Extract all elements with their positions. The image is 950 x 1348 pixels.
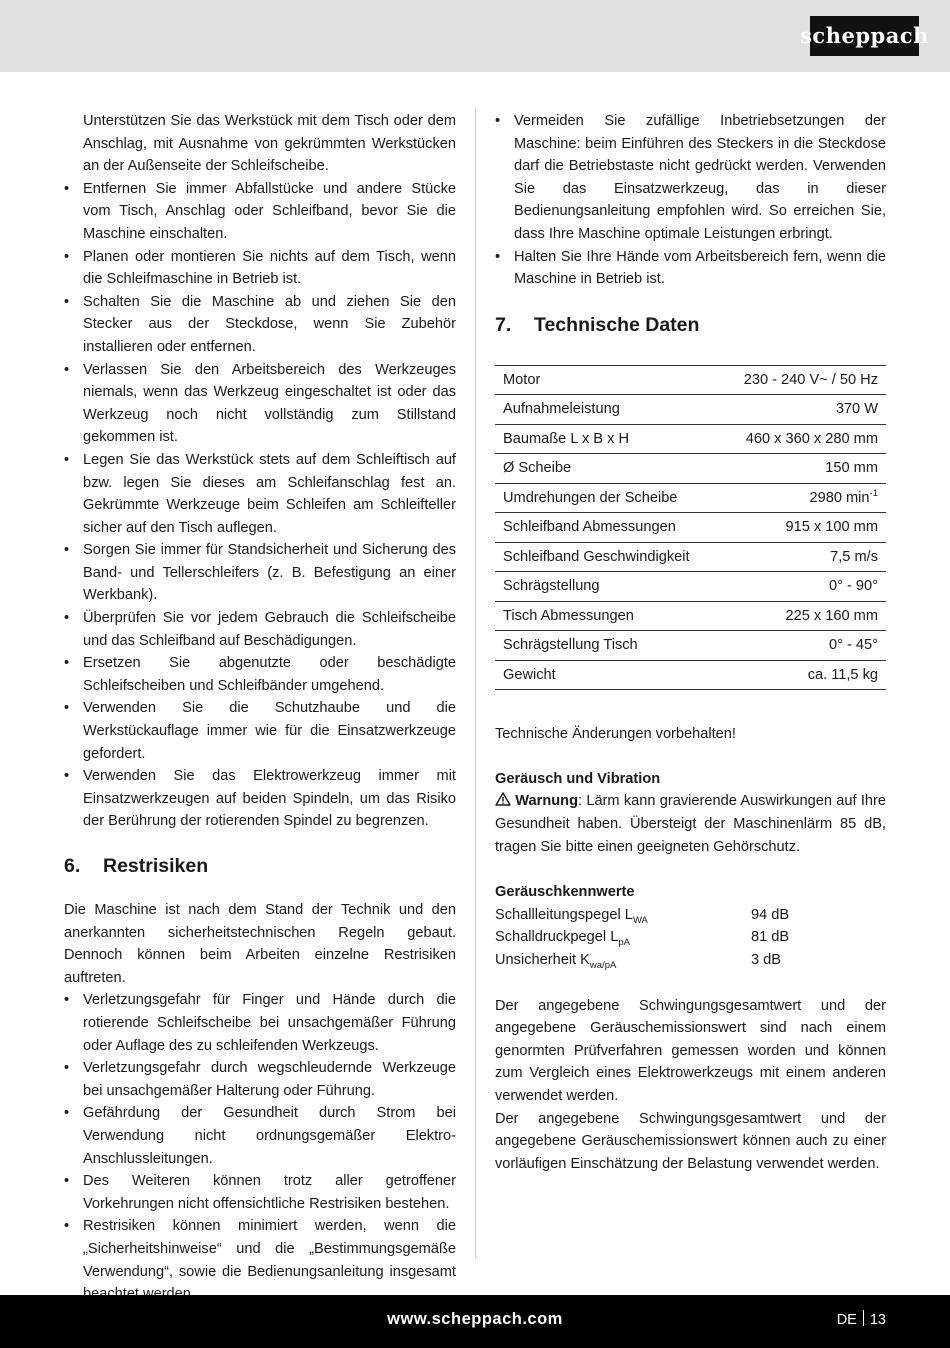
list-item: • Überprüfen Sie vor jedem Gebrauch die Schleifscheibe und das Schleifband auf Beschädigungen. [64, 607, 456, 652]
section-heading-technische-daten [495, 312, 886, 338]
noise-label-text: Schallleitungspegel L [495, 906, 633, 923]
section-number: 7. [495, 313, 512, 336]
spec-value: 0° - 90° [719, 572, 886, 602]
table-row [495, 513, 886, 543]
table-row [495, 601, 886, 631]
noise-values-list [495, 904, 886, 972]
spec-label: Ø Scheibe [495, 454, 719, 484]
spec-label: Schleifband Geschwindigkeit [495, 542, 719, 572]
spec-label: Umdrehungen der Scheibe [495, 483, 719, 513]
table-row [495, 483, 886, 513]
spec-value: 0° - 45° [719, 631, 886, 661]
noise-values-heading: Geräuschkennwerte [495, 884, 635, 901]
list-item: • Gefährdung der Gesundheit durch Strom bei Verwendung nicht ordnungsgemäßer Elektro-Anschlussleitungen. [64, 1102, 456, 1170]
table-row [495, 454, 886, 484]
spec-label: Schrägstellung Tisch [495, 631, 719, 661]
restrisiken-intro: Die Maschine ist nach dem Stand der Technik und den anerkannten sicherheitstechnischen Regeln gebaut. Dennoch können beim Arbeiten einzelne Restrisiken auftreten. [64, 902, 456, 986]
list-item: • Schalten Sie die Maschine ab und ziehen Sie den Stecker aus der Steckdose, wenn Sie Zubehör installieren oder entfernen. [64, 291, 456, 359]
noise-heading: Geräusch und Vibration [495, 770, 661, 787]
table-row [495, 365, 886, 395]
spec-label: Aufnahmeleistung [495, 395, 719, 425]
list-item: • Restrisiken können minimiert werden, wenn die „Sicherheitshinweise“ und die „Bestimmungsgemäße Verwendung“, sowie die Bedienungsanleitung insgesamt [64, 1215, 456, 1305]
spec-label: Baumaße L x B x H [495, 424, 719, 454]
noise-label-subscript: wa/pA [589, 960, 617, 971]
table-row [495, 572, 886, 602]
section-title: Restrisiken [103, 855, 209, 877]
spec-label: Schrägstellung [495, 572, 719, 602]
left-column [64, 110, 456, 1306]
restrisiken-bullet-list [64, 989, 456, 1305]
list-item: • Verwenden Sie die Schutzhaube und die Werkstückauflage immer wie für die Einsatzwerkzeuge gefordert. [64, 697, 456, 765]
table-row [495, 660, 886, 690]
spec-label: Motor [495, 365, 719, 395]
table-row [495, 424, 886, 454]
spec-value: 225 x 160 mm [719, 601, 886, 631]
noise-value: 81 dB [751, 929, 790, 946]
safety-bullet-list-continued [495, 110, 886, 291]
page-number: 13 [869, 1312, 886, 1328]
spec-label: Gewicht [495, 660, 719, 690]
spec-value: 7,5 m/s [719, 542, 886, 572]
noise-label-text: Schalldruckpegel L [495, 929, 619, 946]
right-column [495, 110, 886, 1175]
noise-label-subscript: pA [618, 937, 630, 949]
spec-table [495, 365, 886, 691]
continuation-text: Unterstützen Sie das Werkstück mit dem Tisch oder dem Anschlag, mit Ausnahme von gekrümmten Werkstücken an der Außenseite der Schleifscheibe. [83, 113, 456, 175]
page-indicator [837, 1309, 886, 1332]
section-heading-restrisiken [64, 853, 456, 879]
noise-value-label [495, 949, 751, 972]
list-item: • Verletzungsgefahr durch wegschleudernde Werkzeuge bei unsachgemäßer Halterung oder Führung. [64, 1057, 456, 1102]
footer-url[interactable]: www.scheppach.com [387, 1310, 563, 1328]
list-item: • Vermeiden Sie zufällige Inbetriebsetzungen der Maschine: beim Einführen des Steckers in die Steckdose darf die Betriebstaste nicht gedrückt werden. Verwenden Sie das Einsatzwerkzeug, das in dieser Bedienungsanleitung empfohlen wird. So erreichen Sie, dass Ihre Maschine optimale Leistungen erbringt. [495, 110, 886, 246]
noise-warning [495, 790, 886, 858]
noise-value-label [495, 926, 751, 949]
header-bar [0, 0, 950, 72]
spec-value: 370 W [719, 395, 886, 425]
spec-label: Schleifband Abmessungen [495, 513, 719, 543]
table-row [495, 542, 886, 572]
list-item: • Verletzungsgefahr für Finger und Hände durch die rotierende Schleifscheibe bei unsachgemäßer Führung oder Auflage des zu schleifenden Werkzeugs. [64, 989, 456, 1057]
list-item: • Des Weiteren können trotz aller getroffener Vorkehrungen nicht offensichtliche Restrisiken bestehen. [64, 1170, 456, 1215]
noise-value: 3 dB [751, 952, 782, 968]
section-title: Technische Daten [534, 313, 700, 336]
noise-value-label [495, 904, 751, 927]
warning-label: Warnung [515, 793, 578, 810]
noise-value: 94 dB [751, 906, 790, 923]
spec-value-text: 2980 min [809, 489, 870, 506]
spec-value: ca. 11,5 kg [719, 660, 886, 690]
spec-label: Tisch Abmessungen [495, 601, 719, 631]
list-item: • Halten Sie Ihre Hände vom Arbeitsbereich fern, wenn die Maschine in Betrieb ist. [495, 246, 886, 291]
list-item: • Planen oder montieren Sie nichts auf dem Tisch, wenn die Schleifmaschine in Betrieb ist. [64, 246, 456, 291]
section-number: 6. [64, 855, 81, 877]
language-code: DE [836, 1312, 857, 1328]
list-item: • Ersetzen Sie abgenutzte oder beschädigte Schleifscheiben und Schleifbänder umgehend. [64, 652, 456, 697]
spec-value: 230 - 240 V~ / 50 Hz [719, 365, 886, 395]
list-item: • Sorgen Sie immer für Standsicherheit und Sicherung des Band- und Tellerschleifers (z. B. Befestigung an einer Werkbank). [64, 539, 456, 607]
list-item: • Entfernen Sie immer Abfallstücke und andere Stücke vom Tisch, Anschlag oder Schleifband, bevor Sie die Maschine einschalten. [64, 178, 456, 246]
table-row [495, 395, 886, 425]
spec-value: 915 x 100 mm [719, 513, 886, 543]
safety-bullet-list [64, 178, 456, 833]
noise-label-text: Unsicherheit K [495, 952, 590, 968]
list-item: • Verwenden Sie das Elektrowerkzeug immer mit Einsatzwerkzeugen auf beiden Spindeln, um das Risiko der Berührung der rotierenden Spindel zu begrenzen. [64, 765, 456, 833]
noise-label-subscript: WA [632, 914, 648, 926]
spec-value: 460 x 360 x 280 mm [719, 424, 886, 454]
list-item: • Legen Sie das Werkstück stets auf dem Schleiftisch auf bzw. legen Sie dieses am Schleifanschlag fest an. Gekrümmte Werkzeuge beim Schleifen am Schleifteller sicher auf den Tisch auflegen. [64, 449, 456, 539]
warning-text: : Lärm kann gravierende Auswirkungen auf Ihre Gesundheit haben. Übersteigt der Maschinenlärm 85 dB, tragen Sie bitte einen geeigneten Gehörschutz. [495, 793, 886, 855]
column-divider [475, 108, 476, 1258]
technical-changes-note: Technische Änderungen vorbehalten! [495, 726, 736, 743]
scheppach-logo: scheppach [810, 16, 919, 56]
spec-value-superscript: -1 [869, 487, 878, 499]
footer-bar [0, 1295, 950, 1348]
table-row [495, 631, 886, 661]
noise-paragraph-1: Der angegebene Schwingungsgesamtwert und der angegebene Geräuschemissionswert sind nach einem genormten Prüfverfahren gemessen worden und können zum Vergleich eines Elektrowerkzeugs mit einem anderen verwendet werden. [495, 997, 886, 1104]
warning-triangle-icon [495, 790, 511, 813]
spec-value: 150 mm [719, 454, 886, 484]
spec-value [719, 483, 886, 513]
page-separator [863, 1310, 864, 1326]
list-item: • Verlassen Sie den Arbeitsbereich des Werkzeuges niemals, wenn das Werkzeug eingeschaltet ist oder das Werkzeug noch nicht vollständig zum Stillstand gekommen ist. [64, 359, 456, 449]
noise-paragraph-2: Der angegebene Schwingungsgesamtwert und der angegebene Geräuschemissionswert können auch zu einer vorläufigen Einschätzung der Belastung verwendet werden. [495, 1110, 886, 1172]
